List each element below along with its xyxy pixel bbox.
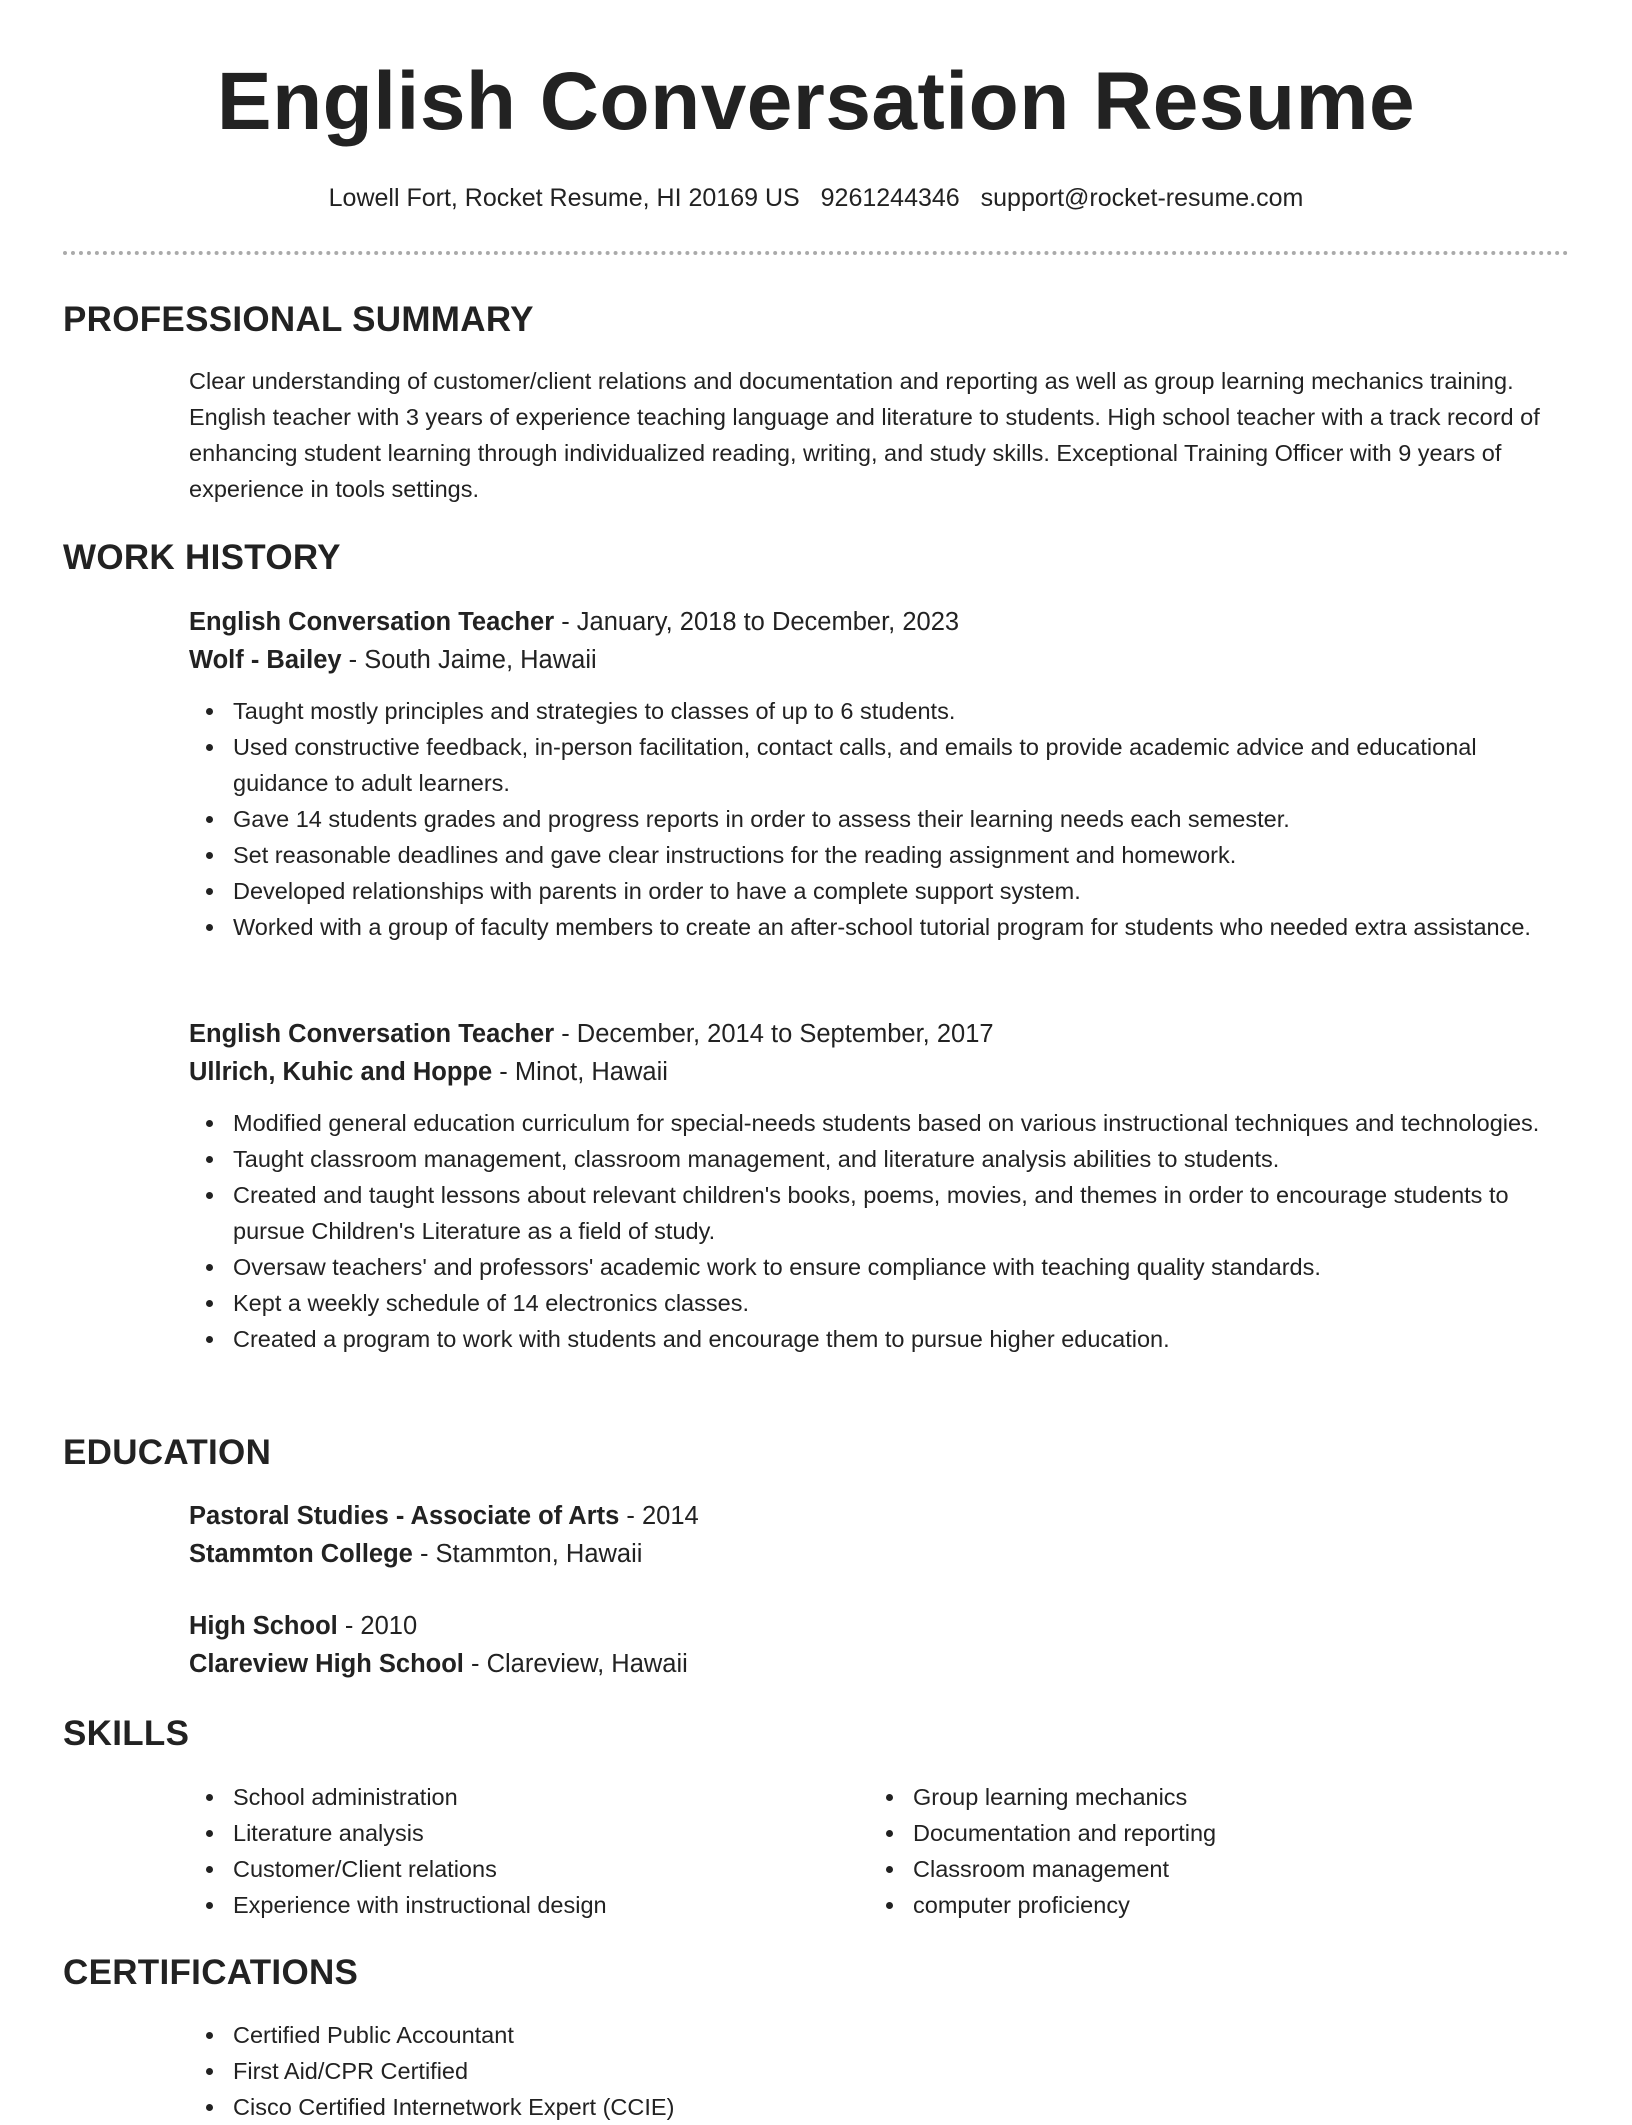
summary-heading: PROFESSIONAL SUMMARY — [63, 300, 534, 339]
certification-item: Cisco Certified Internetwork Expert (CCIE) — [233, 2089, 1569, 2125]
skills-column-right — [869, 1779, 1216, 1923]
education-location: - Clareview, Hawaii — [463, 1650, 688, 1678]
certification-item: First Aid/CPR Certified — [233, 2053, 1569, 2089]
job-title-line — [189, 1015, 1569, 1053]
job-entry — [189, 603, 1569, 945]
skills-section — [189, 1779, 1569, 1923]
education-school-line — [189, 1535, 1569, 1573]
skill-item: Classroom management — [913, 1851, 1216, 1887]
skill-item: Literature analysis — [233, 1815, 869, 1851]
education-year: - 2010 — [337, 1612, 418, 1640]
education-entry — [189, 1607, 1569, 1683]
list-item: Kept a weekly schedule of 14 electronics classes. — [233, 1285, 1569, 1321]
list-item: Set reasonable deadlines and gave clear instructions for the reading assignment and homework. — [233, 837, 1569, 873]
job-location: - South Jaime, Hawaii — [341, 646, 597, 674]
job-dates: - January, 2018 to December, 2023 — [554, 608, 960, 636]
certification-item: Certified Public Accountant — [233, 2017, 1569, 2053]
skill-item: School administration — [233, 1779, 869, 1815]
job-duties — [189, 693, 1569, 945]
job-location: - Minot, Hawaii — [492, 1058, 668, 1086]
skills-column-left — [189, 1779, 869, 1923]
list-item: Modified general education curriculum for special-needs students based on various instructional techniques and technologies. — [233, 1105, 1569, 1141]
list-item: Developed relationships with parents in order to have a complete support system. — [233, 873, 1569, 909]
summary-text: Clear understanding of customer/client relations and documentation and reporting as well as group learning mechanics training. English teacher with 3 years of experience teaching language and literature to students. High school teacher with a track record of enhancing student learning through individualized reading, writing, and study skills. Exceptional Training Officer with 9 years of experience in tools settings. — [189, 368, 1540, 502]
header-divider — [63, 251, 1569, 255]
education-school: Clareview High School — [189, 1650, 464, 1678]
skills-list-left — [189, 1779, 869, 1923]
education-degree-line — [189, 1607, 1569, 1645]
education-degree: Pastoral Studies - Associate of Arts — [189, 1502, 620, 1530]
skill-item: Experience with instructional design — [233, 1887, 869, 1923]
job-company: Wolf - Bailey — [189, 646, 342, 674]
skill-item: Documentation and reporting — [913, 1815, 1216, 1851]
job-company-line — [189, 641, 1569, 679]
job-company-line — [189, 1053, 1569, 1091]
contact-phone: 9261244346 — [820, 184, 960, 212]
job-duties — [189, 1105, 1569, 1357]
skills-list-right — [869, 1779, 1216, 1923]
list-item: Gave 14 students grades and progress reports in order to assess their learning needs each semester. — [233, 801, 1569, 837]
education-location: - Stammton, Hawaii — [412, 1540, 643, 1568]
list-item: Created and taught lessons about relevant children's books, poems, movies, and themes in order to encourage students to pursue Children's Literature as a field of study. — [233, 1177, 1569, 1249]
contact-address: Lowell Fort, Rocket Resume, HI 20169 US — [328, 184, 800, 212]
job-company: Ullrich, Kuhic and Hoppe — [189, 1058, 493, 1086]
skills-heading: SKILLS — [63, 1714, 190, 1753]
education-school: Stammton College — [189, 1540, 413, 1568]
resume-title: English Conversation Resume — [216, 56, 1416, 147]
list-item: Worked with a group of faculty members to create an after-school tutorial program for students who needed extra assistance. — [233, 909, 1569, 945]
list-item: Taught classroom management, classroom management, and literature analysis abilities to students. — [233, 1141, 1569, 1177]
education-entry — [189, 1497, 1569, 1573]
education-degree: High School — [189, 1612, 338, 1640]
job-title: English Conversation Teacher — [189, 608, 555, 636]
skills-columns — [189, 1779, 1569, 1923]
education-heading: EDUCATION — [63, 1433, 272, 1472]
certifications-section — [189, 2017, 1569, 2125]
contact-line — [0, 180, 1632, 216]
certifications-list — [189, 2017, 1569, 2125]
list-item: Taught mostly principles and strategies to classes of up to 6 students. — [233, 693, 1569, 729]
certifications-heading: CERTIFICATIONS — [63, 1953, 359, 1992]
skill-item: computer proficiency — [913, 1887, 1216, 1923]
job-dates: - December, 2014 to September, 2017 — [554, 1020, 994, 1048]
contact-email[interactable]: support@rocket-resume.com — [980, 184, 1304, 212]
education-school-line — [189, 1645, 1569, 1683]
education-degree-line — [189, 1497, 1569, 1535]
work-heading: WORK HISTORY — [63, 538, 341, 577]
list-item: Used constructive feedback, in-person facilitation, contact calls, and emails to provide academic advice and educational guidance to adult learners. — [233, 729, 1569, 801]
job-title-line — [189, 603, 1569, 641]
list-item: Created a program to work with students and encourage them to pursue higher education. — [233, 1321, 1569, 1357]
job-title: English Conversation Teacher — [189, 1020, 555, 1048]
summary-section — [189, 363, 1569, 507]
skill-item: Customer/Client relations — [233, 1851, 869, 1887]
list-item: Oversaw teachers' and professors' academic work to ensure compliance with teaching quality standards. — [233, 1249, 1569, 1285]
skill-item: Group learning mechanics — [913, 1779, 1216, 1815]
job-entry — [189, 1015, 1569, 1357]
education-year: - 2014 — [619, 1502, 699, 1530]
